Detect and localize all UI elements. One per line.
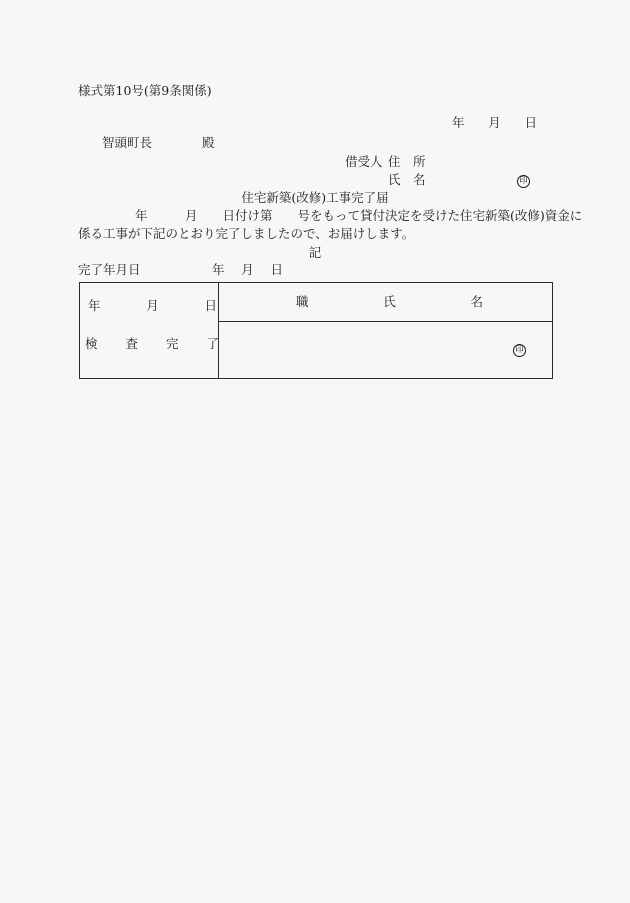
completion-date-label: 完了年月日	[78, 262, 141, 277]
seal-glyph: 印	[519, 176, 528, 187]
inspection-date-row	[88, 300, 217, 313]
completion-year-label: 年	[212, 262, 225, 277]
inspection-complete-char-3: 完	[165, 336, 179, 351]
date-day-label: 日	[524, 115, 537, 130]
inspection-month-label: 月	[146, 298, 159, 313]
inspection-day-label: 日	[204, 298, 217, 313]
completion-month-label: 月	[241, 262, 254, 277]
inspection-table	[79, 282, 553, 379]
inspector-signature-cell	[219, 322, 552, 378]
inspection-year-label: 年	[88, 298, 101, 313]
form-number: 様式第10号(第9条関係)	[78, 83, 212, 98]
section-marker: 記	[308, 245, 322, 260]
inspector-seal-icon	[513, 344, 526, 357]
inspection-date-cell	[80, 283, 219, 378]
inspection-complete-char-1: 検	[85, 336, 98, 351]
inspection-complete-char-2: 査	[125, 336, 138, 351]
body-line-2: 係る工事が下記のとおり完了しましたので、お届けします。	[78, 226, 415, 241]
borrower-name-label: 氏 名	[388, 172, 426, 187]
inspection-complete-char-4: 了	[206, 336, 219, 351]
completion-date-line	[212, 264, 283, 277]
date-line	[452, 117, 537, 130]
borrower-seal-icon	[517, 175, 530, 188]
header-position-label: 職	[296, 293, 309, 309]
table-header-cell	[219, 283, 552, 322]
borrower-address-label: 住 所	[388, 154, 426, 169]
header-surname-label: 氏	[383, 293, 396, 309]
completion-day-label: 日	[270, 262, 283, 277]
table-header-row	[296, 293, 483, 309]
date-year-label: 年	[452, 115, 465, 130]
date-month-label: 月	[488, 115, 501, 130]
header-name-label: 名	[470, 293, 483, 309]
seal-glyph: 印	[515, 344, 524, 355]
document-title: 住宅新築(改修)工事完了届	[241, 190, 389, 205]
inspection-complete-row	[85, 338, 219, 351]
body-line-1: 年 月 日付け第 号をもって貸付決定を受けた住宅新築(改修)資金に	[135, 208, 583, 223]
borrower-label: 借受人	[345, 154, 383, 169]
addressee-line: 智頭町長 殿	[102, 135, 215, 150]
